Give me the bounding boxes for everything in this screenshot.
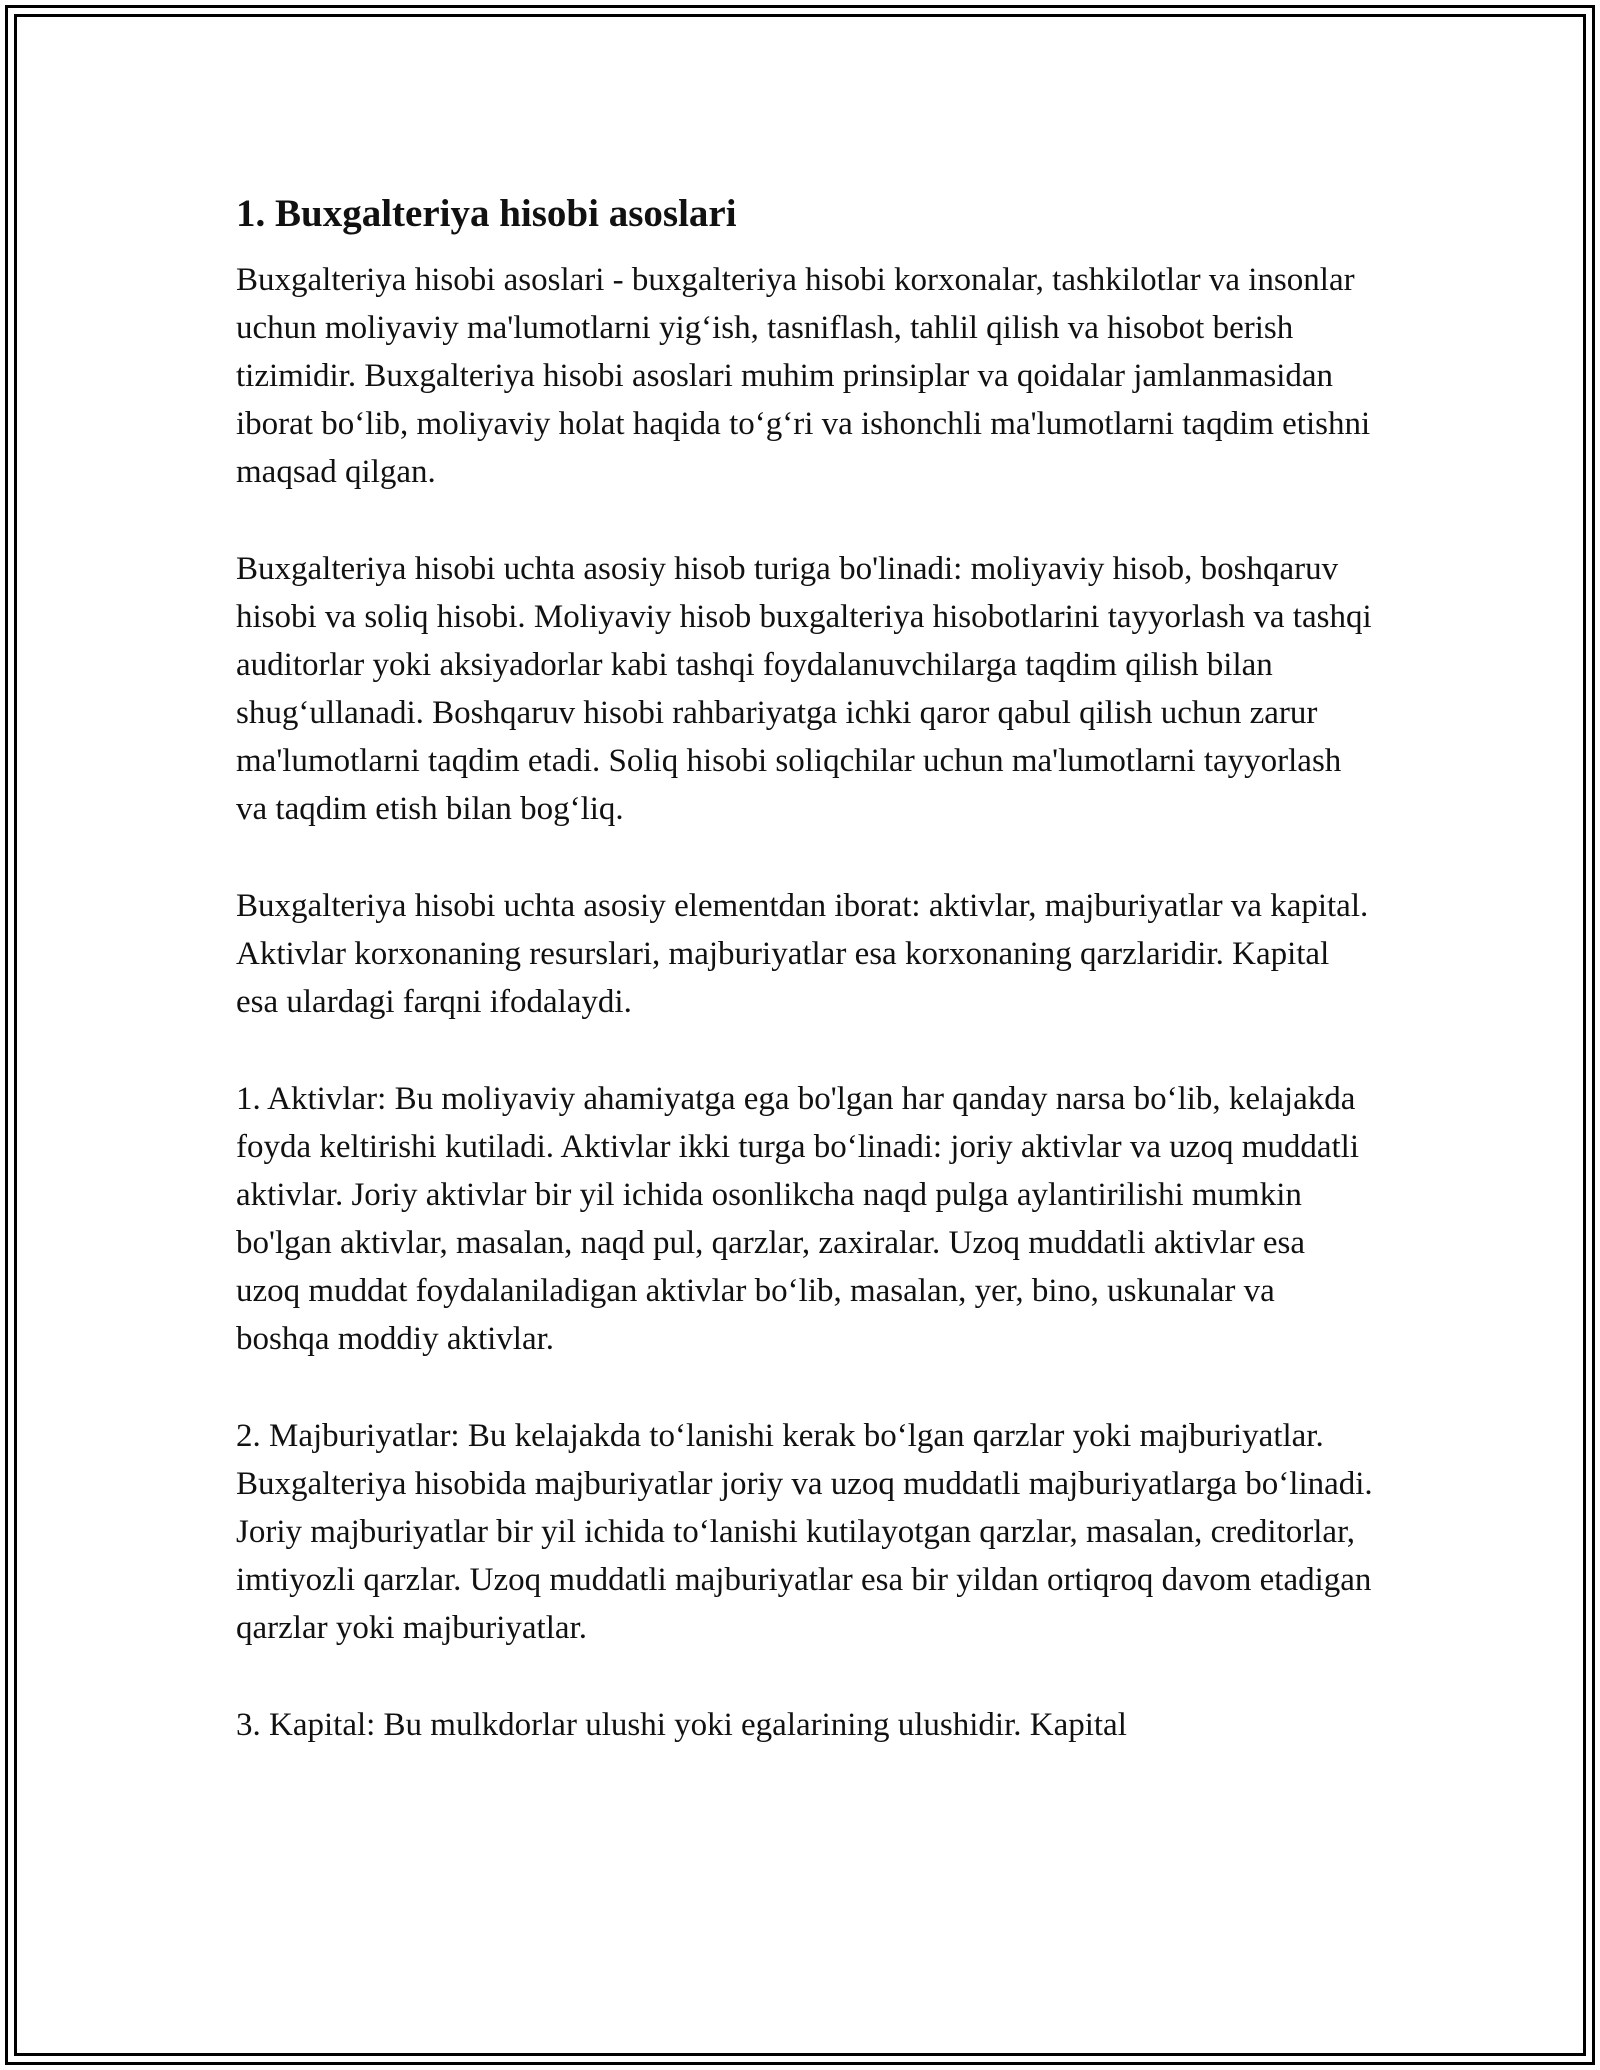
paragraph-assets: 1. Aktivlar: Bu moliyaviy ahamiyatga ega bo'lgan har qanday narsa bo‘lib, kelajakda foyda keltirishi kutiladi. Aktivlar ikki turga bo‘linadi: joriy aktivlar va uzoq muddatli aktivlar. Joriy aktivlar bir yil ichida osonlikcha naqd pulga aylantirilishi mumkin bo'lgan aktivlar, masalan, naqd pul, qarzlar, zaxiralar. Uzoq muddatli aktivlar esa uzoq muddat foydalaniladigan aktivlar bo‘lib, masalan, yer, bino, uskunalar va boshqa moddiy aktivlar. <box>236 1081 1360 1357</box>
paragraph-liabilities: 2. Majburiyatlar: Bu kelajakda to‘lanishi kerak bo‘lgan qarzlar yoki majburiyatlar. Buxgalteriya hisobida majburiyatlar joriy va uzoq muddatli majburiyatlarga bo‘linadi. Joriy majburiyatlar bir yil ichida to‘lanishi kutilayotgan qarzlar, masalan, creditorlar, imtiyozli qarzlar. Uzoq muddatli majburiyatlar esa bir yildan ortiqroq davom etadigan qarzlar yoki majburiyatlar. <box>236 1418 1373 1646</box>
paragraph-capital: 3. Kapital: Bu mulkdorlar ulushi yoki egalarining ulushidir. Kapital <box>236 1707 1127 1743</box>
paragraph-intro: Buxgalteriya hisobi asoslari - buxgalteriya hisobi korxonalar, tashkilotlar va insonlar uchun moliyaviy ma'lumotlarni yig‘ish, tasniflash, tahlil qilish va hisobot berish tizimidir. Buxgalteriya hisobi asoslari muhim prinsiplar va qoidalar jamlanmasidan iborat bo‘lib, moliyaviy holat haqida to‘g‘ri va ishonchli ma'lumotlarni taqdim etishni maqsad qilgan. <box>236 262 1371 490</box>
document-body <box>236 188 1376 1749</box>
paragraph-accounting-types: Buxgalteriya hisobi uchta asosiy hisob turiga bo'linadi: moliyaviy hisob, boshqaruv hisobi va soliq hisobi. Moliyaviy hisob buxgalteriya hisobotlarini tayyorlash va tashqi auditorlar yoki aksiyadorlar kabi tashqi foydalanuvchilarga taqdim qilish bilan shug‘ullanadi. Boshqaruv hisobi rahbariyatga ichki qaror qabul qilish uchun zarur ma'lumotlarni taqdim etadi. Soliq hisobi soliqchilar uchun ma'lumotlarni tayyorlash va taqdim etish bilan bog‘liq. <box>236 551 1372 827</box>
paragraph-elements: Buxgalteriya hisobi uchta asosiy elementdan iborat: aktivlar, majburiyatlar va kapital. Aktivlar korxonaning resurslari, majburiyatlar esa korxonaning qarzlaridir. Kapital esa ulardagi farqni ifodalaydi. <box>236 888 1369 1020</box>
section-heading: 1. Buxgalteriya hisobi asoslari <box>236 192 737 235</box>
